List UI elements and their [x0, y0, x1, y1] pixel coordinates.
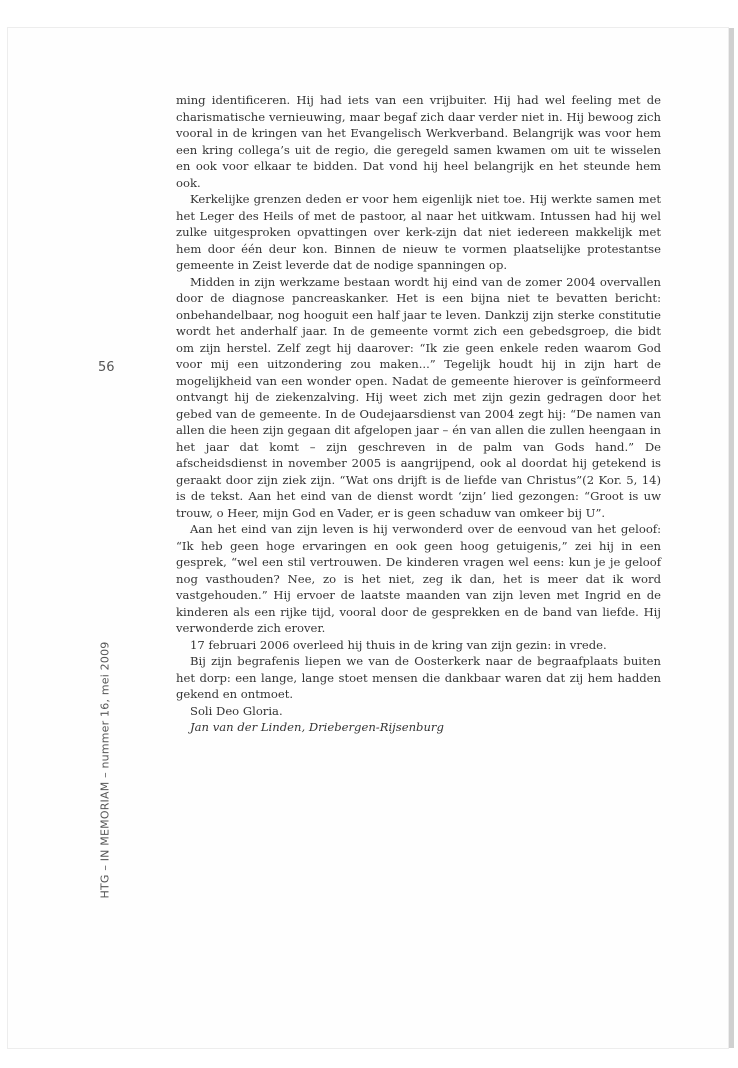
paragraph: Bij zijn begrafenis liepen we van de Oosterkerk naar de begraafplaats buiten het dorp: een lange, lange stoet mensen die dankbaar waren dat zij hem hadden gekend en ontmoet.	[176, 654, 661, 701]
page-number: 56	[98, 360, 115, 375]
paragraph: Midden in zijn werkzame bestaan wordt hij eind van de zomer 2004 overvallen door de diagnose pancreaskanker. Het is een bijna niet te bevatten bericht: onbehandelbaar, nog hooguit een half jaar te leven. Dankzij zijn sterke constitutie wordt het anderhalf jaar. In de gemeente vormt zich een gebedsgroep, die bidt om zijn herstel. Zelf zegt hij daarover: “Ik zie geen enkele reden waarom God voor mij een uitzondering zou maken...” Tegelijk houdt hij in zijn hart de mogelijkheid van een wonder open. Nadat de gemeente hierover is geïnformeerd ontvangt hij de ziekenzalving. Hij weet zich met zijn gezin gedragen door het gebed van de gemeente. In de Oudejaarsdienst van 2004 zegt hij: “De namen van allen die heen zijn gegaan dit afgelopen jaar – én van allen die zullen heengaan in het jaar dat komt – zijn geschreven in de palm van Gods hand.” De afscheidsdienst in november 2005 is aangrijpend, ook al doordat hij getekend is geraakt door zijn ziek zijn. “Wat ons drijft is de liefde van Christus”(2 Kor. 5, 14) is de tekst. Aan het eind van de dienst wordt ‘zijn’ lied gezongen: “Groot is uw trouw, o Heer, mijn God en Vader, er is geen schaduw van omkeer bij U”.	[176, 274, 661, 520]
paragraph: 17 februari 2006 overleed hij thuis in de kring van zijn gezin: in vrede.	[190, 637, 607, 652]
author-signature: Jan van der Linden, Driebergen-Rijsenburg	[190, 720, 444, 734]
article-body	[176, 92, 661, 736]
paragraph: Kerkelijke grenzen deden er voor hem eigenlijk niet toe. Hij werkte samen met het Leger des Heils of met de pastoor, al naar het uitkwam. Intussen had hij wel zulke uitgesproken opvattingen over kerk-zijn dat niet iedereen makkelijk met hem door één deur kon. Binnen de nieuw te vormen plaatselijke protestantse gemeente in Zeist leverde dat de nodige spanningen op.	[176, 192, 661, 272]
running-header: HTG – IN MEMORIAM – nummer 16, mei 2009	[98, 641, 112, 899]
paragraph: Soli Deo Gloria.	[190, 703, 283, 718]
paragraph: Aan het eind van zijn leven is hij verwonderd over de eenvoud van het geloof: “Ik heb geen hoge ervaringen en ook geen hoog getuigenis,” zei hij in een gesprek, “wel een stil vertrouwen. De kinderen vragen wel eens: kun je je geloof nog vasthouden? Nee, zo is het niet, zeg ik dan, het is meer dat ik word vastgehouden.” Hij ervoer de laatste maanden van zijn leven met Ingrid en de kinderen als een rijke tijd, vooral door de gesprekken en de band van liefde. Hij verwonderde zich erover.	[176, 522, 661, 635]
paragraph: ming identificeren. Hij had iets van een vrijbuiter. Hij had wel feeling met de charismatische vernieuwing, maar begaf zich daar verder niet in. Hij bewoog zich vooral in de kringen van het Evangelisch Werkverband. Belangrijk was voor hem een kring collega’s uit de regio, die geregeld samen kwamen om uit te wisselen en ook voor elkaar te bidden. Dat vond hij heel belangrijk en het steunde hem ook.	[176, 93, 661, 190]
page-edge	[729, 28, 734, 1048]
